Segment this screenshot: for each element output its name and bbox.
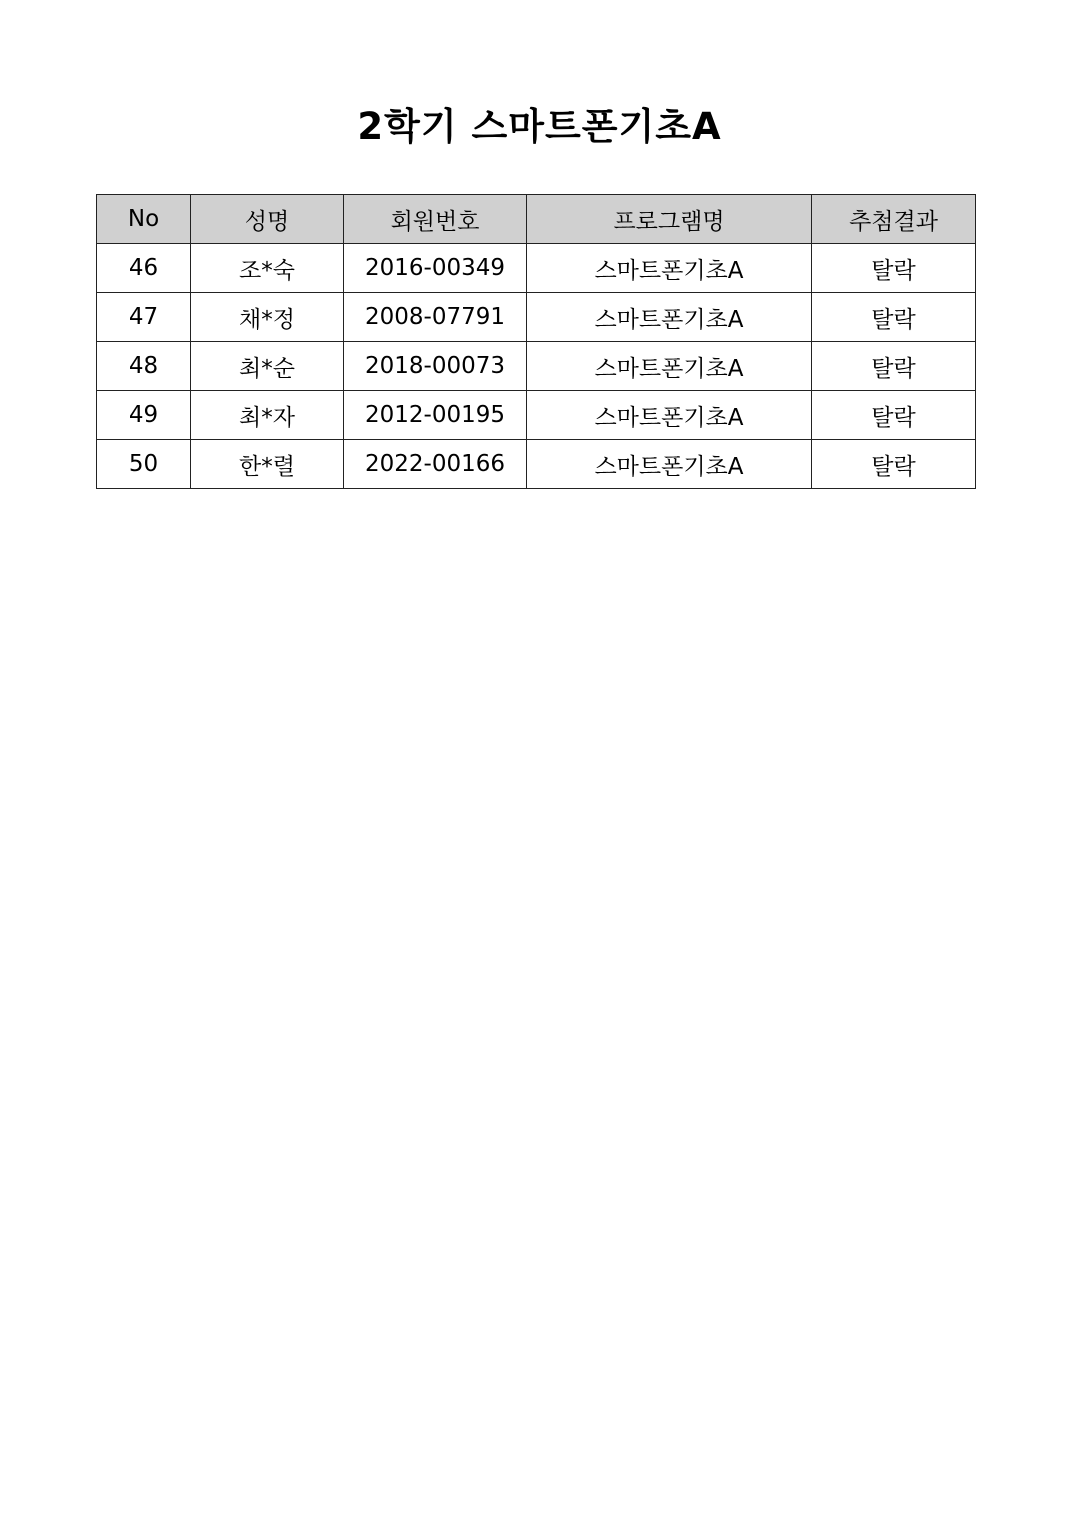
header-member-number: 회원번호 xyxy=(344,195,527,244)
page-title: 2학기 스마트폰기초A xyxy=(357,105,722,148)
cell-program-name: 스마트폰기초A xyxy=(527,391,812,440)
cell-program-name: 스마트폰기초A xyxy=(527,342,812,391)
table-row xyxy=(97,342,976,391)
lottery-result-table xyxy=(96,194,976,489)
cell-name: 최*순 xyxy=(191,342,344,391)
cell-member-number: 2022-00166 xyxy=(344,440,527,489)
cell-no: 47 xyxy=(97,293,191,342)
cell-no: 49 xyxy=(97,391,191,440)
cell-name: 최*자 xyxy=(191,391,344,440)
cell-member-number: 2018-00073 xyxy=(344,342,527,391)
table-row xyxy=(97,244,976,293)
table-row xyxy=(97,391,976,440)
cell-program-name: 스마트폰기초A xyxy=(527,293,812,342)
header-name: 성명 xyxy=(191,195,344,244)
cell-name: 채*정 xyxy=(191,293,344,342)
cell-lottery-result: 탈락 xyxy=(812,391,976,440)
cell-program-name: 스마트폰기초A xyxy=(527,440,812,489)
cell-lottery-result: 탈락 xyxy=(812,342,976,391)
header-lottery-result: 추첨결과 xyxy=(812,195,976,244)
cell-name: 조*숙 xyxy=(191,244,344,293)
cell-member-number: 2016-00349 xyxy=(344,244,527,293)
cell-member-number: 2012-00195 xyxy=(344,391,527,440)
cell-no: 48 xyxy=(97,342,191,391)
header-no: No xyxy=(97,195,191,244)
cell-lottery-result: 탈락 xyxy=(812,293,976,342)
table-header-row xyxy=(97,195,976,244)
cell-lottery-result: 탈락 xyxy=(812,244,976,293)
cell-lottery-result: 탈락 xyxy=(812,440,976,489)
cell-no: 46 xyxy=(97,244,191,293)
table-row xyxy=(97,440,976,489)
header-program-name: 프로그램명 xyxy=(527,195,812,244)
cell-program-name: 스마트폰기초A xyxy=(527,244,812,293)
cell-no: 50 xyxy=(97,440,191,489)
cell-member-number: 2008-07791 xyxy=(344,293,527,342)
cell-name: 한*렬 xyxy=(191,440,344,489)
table-row xyxy=(97,293,976,342)
